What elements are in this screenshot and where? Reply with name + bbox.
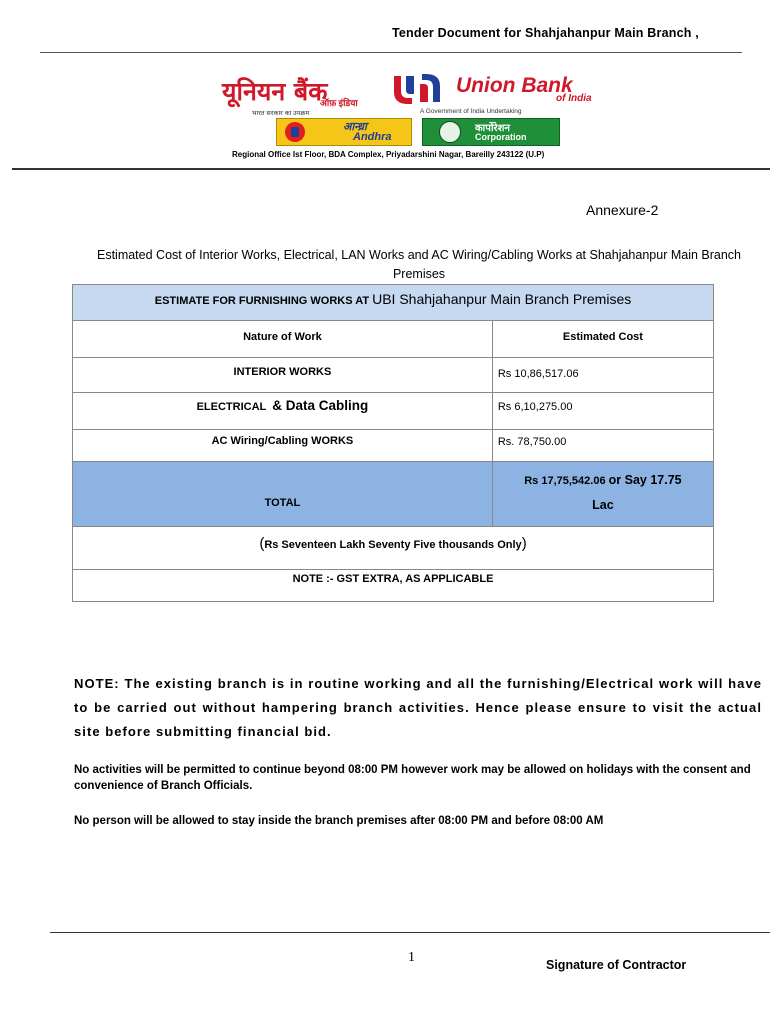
work-cell-label: ELECTRICAL <box>196 401 267 413</box>
table-title-row <box>73 285 714 321</box>
total-value: Rs 17,75,542.06 <box>524 475 606 487</box>
total-label: TOTAL <box>73 462 493 527</box>
tagline-hindi: भारत सरकार का उपक्रम <box>252 110 310 117</box>
total-or-say: or Say 17.75 <box>608 473 682 487</box>
cost-cell: Rs. 78,750.00 <box>492 430 713 462</box>
header-divider <box>40 52 742 53</box>
cost-cell: Rs 6,10,275.00 <box>492 393 713 430</box>
bank-name-english: Union Bank <box>456 74 573 97</box>
table-total-row <box>73 462 714 527</box>
andhra-name-hindi: आन्ध्रा <box>343 121 367 133</box>
corporation-emblem-icon <box>439 121 461 143</box>
footer-divider <box>50 932 770 933</box>
union-bank-logo-icon <box>384 72 450 106</box>
annexure-label: Annexure-2 <box>586 202 659 218</box>
table-header-row <box>73 321 714 358</box>
total-in-words: Rs Seventeen Lakh Seventy Five thousands Only <box>264 539 522 551</box>
table-title-location: UBI Shahjahanpur Main Branch Premises <box>372 291 632 307</box>
page-number: 1 <box>408 950 415 965</box>
regional-office-address: Regional Office Ist Floor, BDA Complex, Priyadarshini Nagar, Bareilly 243122 (U.P) <box>232 150 545 159</box>
corporation-bank-logo <box>422 118 560 146</box>
andhra-bank-logo <box>276 118 412 146</box>
column-header-cost: Estimated Cost <box>492 321 713 358</box>
bank-name-english-sub: of India <box>556 93 592 104</box>
gst-note-cell <box>73 570 714 602</box>
premises-stay-note: No person will be allowed to stay inside the branch premises after 08:00 PM and before 08:00 AM <box>74 815 604 827</box>
table-row <box>73 430 714 462</box>
estimate-table <box>72 284 714 602</box>
column-header-work: Nature of Work <box>73 321 493 358</box>
table-title-bold: ESTIMATE FOR FURNISHING WORKS AT <box>154 295 370 307</box>
corporation-name-hindi: कार्पोरेशन <box>475 123 510 134</box>
gst-note: NOTE :- GST EXTRA, AS APPLICABLE <box>292 573 494 585</box>
contractor-signature-label: Signature of Contractor <box>546 958 687 972</box>
table-row <box>73 393 714 430</box>
intro-text: Estimated Cost of Interior Works, Electrical, LAN Works and AC Wiring/Cabling Works at Shahjahanpur Main Branch Premises <box>96 248 741 281</box>
paren-close: ) <box>521 535 527 552</box>
table-title-cell <box>73 285 714 321</box>
bank-name-hindi-sub: ऑफ़ इंडिया <box>320 98 358 108</box>
branch-working-note: NOTE: The existing branch is in routine working and all the furnishing/Electrical work will have to be carried out without hampering branch activities. Hence please ensure to visit the actual site before submitting financial bid. <box>74 676 762 739</box>
working-hours-note: No activities will be permitted to continue beyond 08:00 PM however work may be allowed on holidays with the consent and convenience of Branch Officials. <box>74 764 751 792</box>
table-note-row <box>73 570 714 602</box>
work-cell-extra: & Data Cabling <box>272 398 369 413</box>
andhra-name-english: Andhra <box>353 131 392 143</box>
table-words-row <box>73 527 714 570</box>
cost-cell: Rs 10,86,517.06 <box>492 358 713 393</box>
total-lac: Lac <box>592 498 614 512</box>
bank-name-hindi: यूनियन बैंक <box>222 77 328 106</box>
paren-open: ( <box>259 535 265 552</box>
table-row <box>73 358 714 393</box>
document-header-title: Tender Document for Shahjahanpur Main Branch , <box>392 26 699 40</box>
letterhead-divider <box>12 168 770 170</box>
total-value-cell <box>492 462 713 527</box>
work-cell: INTERIOR WORKS <box>73 358 493 393</box>
work-cell <box>73 393 493 430</box>
corporation-name-english: Corporation <box>475 132 527 142</box>
tagline-english: A Government of India Undertaking <box>420 108 522 115</box>
total-in-words-cell <box>73 527 714 570</box>
andhra-emblem-icon <box>285 122 305 142</box>
work-cell: AC Wiring/Cabling WORKS <box>73 430 493 462</box>
